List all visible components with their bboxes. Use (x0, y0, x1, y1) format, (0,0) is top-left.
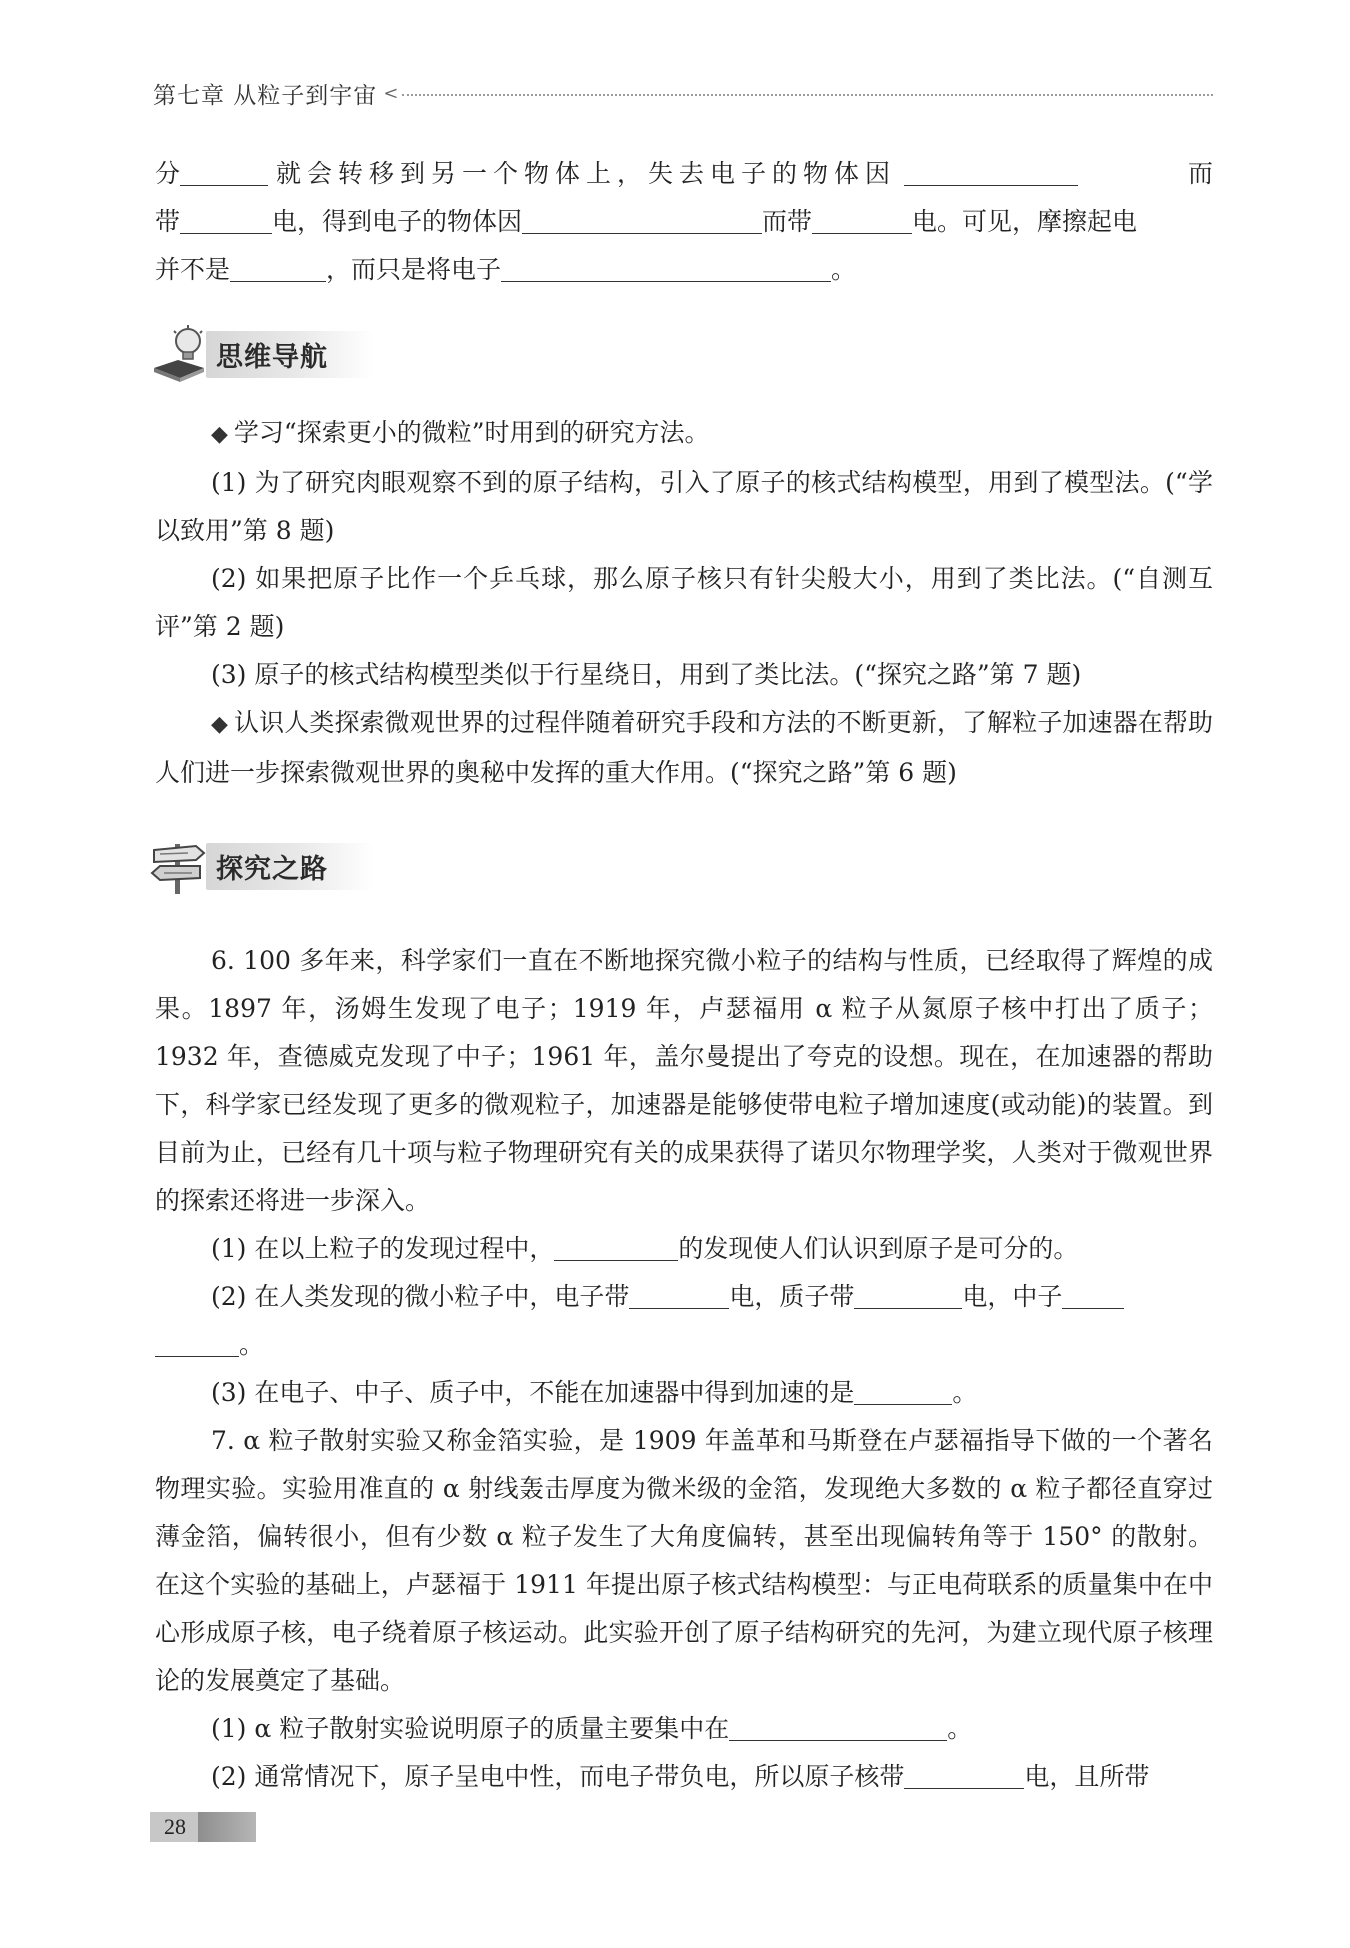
guide-item-1: ◆ 学习“探索更小的微粒”时用到的研究方法。 (211, 418, 710, 447)
answer-blank[interactable] (904, 159, 1078, 186)
answer-blank[interactable] (854, 1282, 962, 1309)
question-6-sub-2: (2) 在人类发现的微小粒子中，电子带 电，质子带 电，中子 (155, 1273, 1213, 1321)
signpost-icon (148, 836, 210, 896)
answer-blank[interactable] (180, 207, 272, 234)
diamond-bullet-icon: ◆ (211, 712, 229, 737)
question-7-passage: 7. α 粒子散射实验又称金箔实验，是 1909 年盖革和马斯登在卢瑟福指导下做的一个著名物理实验。实验用准直的 α 射线轰击厚度为微米级的金箔，发现绝大多数的 α 粒子都径直穿过薄金箔，偏转很小，但有少数 α 粒子发生了大角度偏转，甚至出现偏转角等于 150° 的散射。在这个实验的基础上，卢瑟福于 1911 年提出原子核式结构模型：与正电荷联系的质量集中在中心形成原子核，电子绕着原子核运动。此实验开创了原子结构研究的先河，为建立现代原子核理论的发展奠定了基础。 (155, 1426, 1213, 1695)
intro-text: 电。可见，摩擦起电 (912, 207, 1138, 236)
section-heading-inquiry-path (148, 830, 374, 902)
intro-line-1 (155, 150, 1213, 198)
intro-text: 并不是 (155, 255, 231, 284)
header-arrow-icon: < (383, 82, 399, 104)
section-title: 探究之路 (206, 843, 374, 890)
intro-text: 而带 (762, 207, 813, 236)
question-6-sub-1: (1) 在以上粒子的发现过程中， 的发现使人们认识到原子是可分的。 (211, 1234, 1079, 1263)
answer-blank[interactable] (522, 207, 762, 234)
section-heading-thinking-guide (148, 318, 374, 390)
answer-blank[interactable] (812, 207, 912, 234)
page-footer (150, 1810, 256, 1844)
thinking-guide-content (155, 409, 1213, 797)
chapter-title: 第七章 从粒子到宇宙 (153, 82, 378, 109)
answer-blank[interactable] (554, 1234, 678, 1261)
section-title: 思维导航 (206, 331, 374, 378)
answer-blank[interactable] (1062, 1282, 1124, 1309)
answer-blank[interactable] (904, 1762, 1024, 1789)
page-number: 28 (150, 1812, 198, 1842)
answer-blank[interactable] (629, 1282, 729, 1309)
running-header (153, 76, 1213, 110)
question-6-sub-3: (3) 在电子、中子、质子中，不能在加速器中得到加速的是 。 (211, 1378, 978, 1407)
question-7-sub-1: (1) α 粒子散射实验说明原子的质量主要集中在 。 (211, 1714, 973, 1743)
answer-blank[interactable] (501, 255, 831, 282)
intro-text: 电，得到电子的物体因 (272, 207, 523, 236)
question-7 (155, 1417, 1213, 1801)
answer-blank[interactable] (230, 255, 326, 282)
diamond-bullet-icon: ◆ (211, 422, 228, 447)
guide-item-4: (3) 原子的核式结构模型类似于行星绕日，用到了类比法。(“探究之路”第 7 题) (211, 660, 1082, 689)
header-dotted-rule (402, 94, 1213, 96)
intro-text: ，而只是将电子 (326, 255, 502, 284)
guide-item-5: ◆ 认识人类探索微观世界的过程伴随着研究手段和方法的不断更新，了解粒子加速器在帮助人们进一步探索微观世界的奥秘中发挥的重大作用。(“探究之路”第 6 题) (155, 708, 1213, 787)
intro-text: 就会转移到另一个物体上，失去电子的物体因 (275, 159, 896, 188)
question-6-sub-2-continued: 。 (155, 1321, 1213, 1369)
intro-text: 而 (1187, 159, 1213, 188)
answer-blank[interactable] (155, 1330, 239, 1357)
guide-item-2: (1) 为了研究肉眼观察不到的原子结构，引入了原子的核式结构模型，用到了模型法。(“学以致用”第 8 题) (155, 468, 1213, 545)
answer-blank[interactable] (854, 1378, 952, 1405)
intro-text: 分 (155, 159, 181, 188)
answer-blank[interactable] (729, 1714, 947, 1741)
intro-text: 带 (155, 207, 181, 236)
intro-line-3 (155, 246, 1213, 294)
answer-blank[interactable] (180, 159, 268, 186)
page-number-tab (198, 1812, 256, 1842)
question-7-sub-2: (2) 通常情况下，原子呈电中性，而电子带负电，所以原子核带 电，且所带 (211, 1762, 1150, 1791)
lightbulb-book-icon (148, 324, 210, 384)
intro-text: 。 (831, 255, 857, 284)
intro-paragraph (155, 150, 1213, 294)
intro-line-2 (155, 198, 1213, 246)
question-6-passage: 6. 100 多年来，科学家们一直在不断地探究微小粒子的结构与性质，已经取得了辉煌的成果。1897 年，汤姆生发现了电子；1919 年，卢瑟福用 α 粒子从氮原子核中打出了质子；1932 年，查德威克发现了中子；1961 年，盖尔曼提出了夸克的设想。现在，在加速器的帮助下，科学家已经发现了更多的微观粒子，加速器是能够使带电粒子增加速度(或动能)的装置。到目前为止，已经有几十项与粒子物理研究有关的成果获得了诺贝尔物理学奖，人类对于微观世界的探索还将进一步深入。 (155, 946, 1213, 1215)
question-6 (155, 937, 1213, 1417)
guide-item-3: (2) 如果把原子比作一个乒乓球，那么原子核只有针尖般大小，用到了类比法。(“自测互评”第 2 题) (155, 564, 1213, 641)
